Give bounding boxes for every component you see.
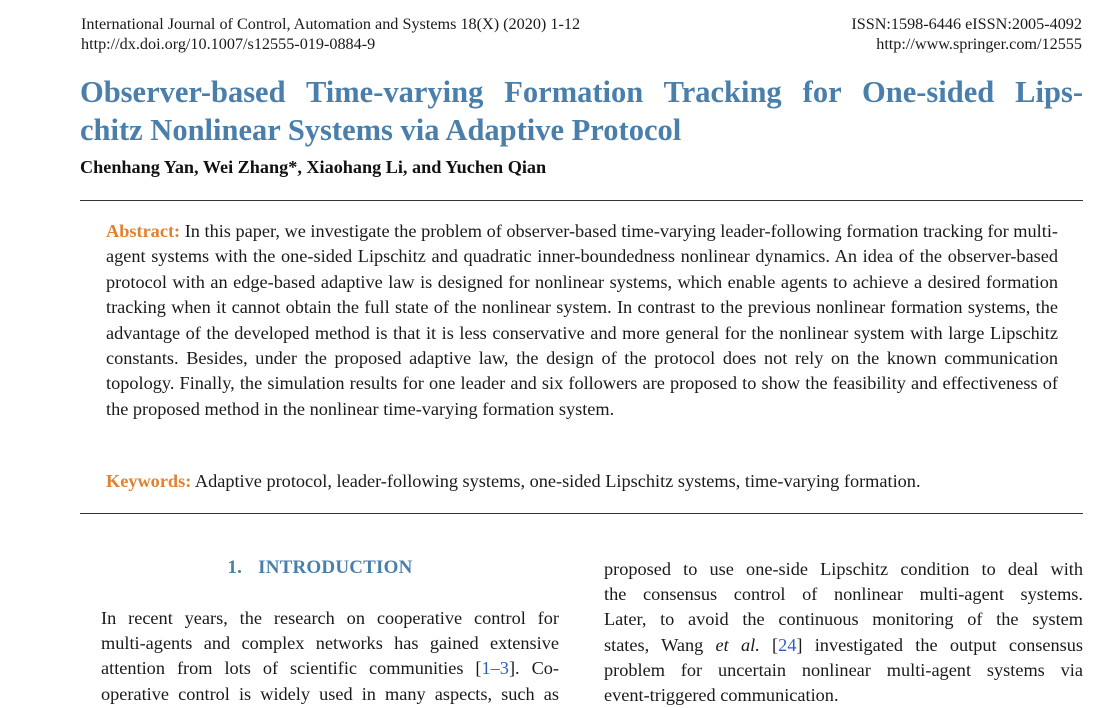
- body-text: ] investigated the output consensus: [796, 634, 1083, 655]
- paper-title: [80, 73, 1083, 149]
- title-line-1: Observer-based Time-varying Formation Tracking for One-sided Lips-: [80, 75, 1083, 109]
- body-line: operative control is widely used in many aspects, such as: [101, 683, 559, 704]
- intro-left-column: [80, 606, 559, 707]
- title-line-2: chitz Nonlinear Systems via Adaptive Protocol: [80, 113, 682, 147]
- springer-link[interactable]: http://www.springer.com/12555: [876, 35, 1082, 53]
- body-line: Later, to avoid the continuous monitoring of the system: [604, 609, 1083, 630]
- body-line: problem for uncertain nonlinear multi-agent systems via: [604, 659, 1083, 680]
- keywords-block: [106, 469, 1066, 494]
- citation-link[interactable]: 1–3: [481, 658, 509, 679]
- body-text: ]. Co-: [508, 658, 559, 679]
- intro-right-column: [604, 557, 1083, 708]
- abstract-text: In this paper, we investigate the problem of observer-based time-varying leader-following formation tracking for multi-agent systems with the one-sided Lipschitz and quadratic inner-boundedness nonlinear dynamics. An idea of the observer-based protocol with an edge-based adaptive law is designed for nonlinear systems, which enable agents to achieve a desired formation tracking when it cannot obtain the full state of the nonlinear system. In contrast to the previous nonlinear formation systems, the advantage of the developed method is that it is less conservative and more general for the nonlinear system with large Lipschitz constants. Besides, under the proposed adaptive law, the design of the protocol does not rely on the known communication topology. Finally, the simulation results for one leader and six followers are proposed to show the feasibility and effectiveness of the proposed method in the nonlinear time-varying formation system.: [106, 221, 1058, 419]
- divider-bottom: [80, 513, 1083, 514]
- section-title: INTRODUCTION: [258, 557, 413, 578]
- abstract-label: Abstract:: [106, 221, 181, 241]
- body-text-italic: et al.: [715, 634, 760, 655]
- journal-header-left: [81, 14, 580, 54]
- author-list: Chenhang Yan, Wei Zhang*, Xiaohang Li, and Yuchen Qian: [80, 157, 547, 177]
- section-number: 1.: [227, 557, 243, 578]
- abstract-block: [106, 219, 1058, 422]
- body-line: the consensus control of nonlinear multi-agent systems.: [604, 584, 1083, 605]
- body-line: [604, 633, 1083, 658]
- body-text: attention from lots of scientific communities [: [101, 658, 482, 679]
- intro-paragraph: [80, 606, 559, 707]
- body-line: [80, 656, 559, 681]
- doi-link[interactable]: http://dx.doi.org/10.1007/s12555-019-0884-9: [81, 35, 376, 53]
- journal-header-right: [851, 14, 1082, 54]
- body-line: In recent years, the research on cooperative control for: [101, 608, 559, 628]
- body-text: states, Wang: [604, 634, 716, 655]
- section-heading-introduction: [80, 557, 560, 579]
- issn-text: ISSN:1598-6446 eISSN:2005-4092: [851, 15, 1082, 33]
- body-line: multi-agents and complex networks has gained extensive: [101, 633, 559, 654]
- divider-top: [80, 200, 1083, 201]
- keywords-label: Keywords:: [106, 471, 192, 491]
- citation-link[interactable]: 24: [778, 634, 797, 655]
- body-line: proposed to use one-side Lipschitz condition to deal with: [604, 559, 1083, 579]
- keywords-text: Adaptive protocol, leader-following systems, one-sided Lipschitz systems, time-varying formation.: [194, 471, 921, 491]
- body-line: event-triggered communication.: [604, 685, 839, 706]
- body-text: [: [759, 634, 779, 655]
- journal-citation: International Journal of Control, Automation and Systems 18(X) (2020) 1-12: [81, 15, 581, 33]
